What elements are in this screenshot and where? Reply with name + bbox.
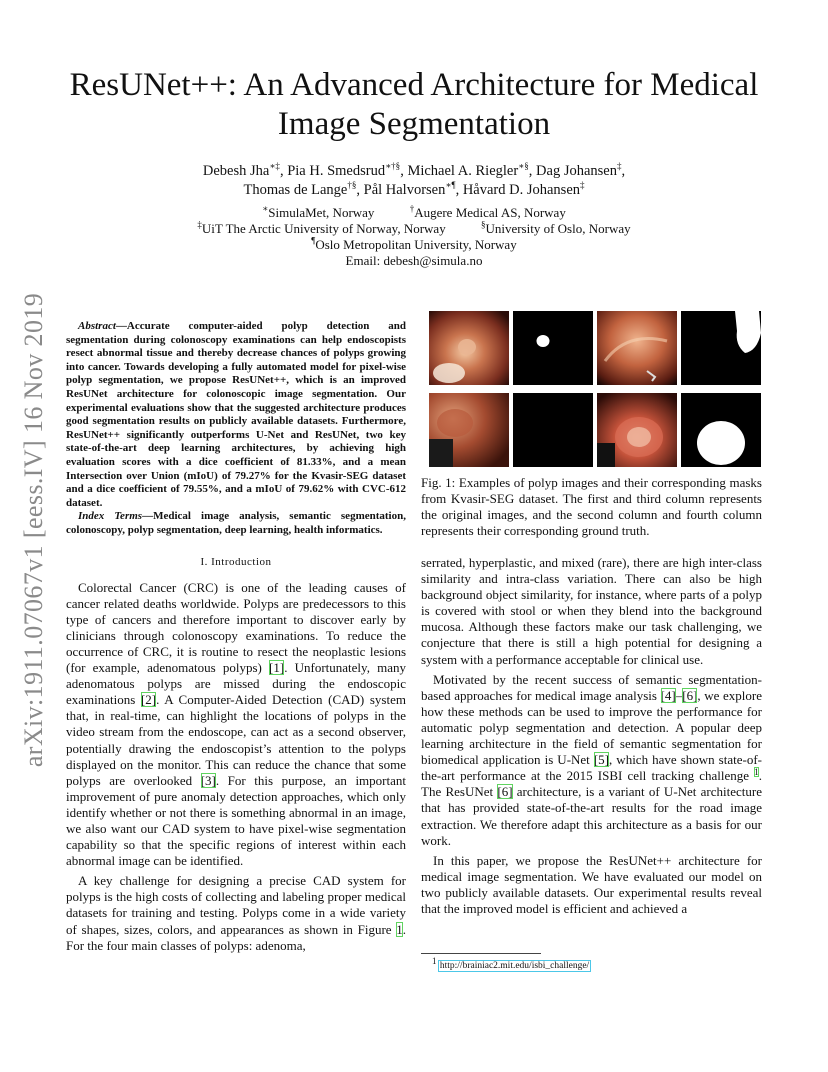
author-separator: ,	[528, 163, 537, 179]
author-name: Dag Johansen	[536, 163, 617, 179]
author-affil-mark: ‡	[617, 161, 622, 172]
author-affil-mark: ∗¶	[445, 180, 456, 191]
author-line-2	[90, 181, 738, 200]
ground-truth-mask-1	[513, 311, 593, 385]
affiliation-list	[90, 205, 738, 269]
citation-link[interactable]: [2]	[140, 692, 157, 708]
abstract	[66, 320, 406, 510]
affiliation-mark: ¶	[311, 235, 316, 246]
author-list	[90, 162, 738, 200]
author-name: Håvard D. Johansen	[462, 182, 581, 198]
affiliation-text: University of Oslo, Norway	[485, 221, 631, 236]
footnote-url-link[interactable]: http://brainiac2.mit.edu/isbi_challenge/	[439, 961, 590, 971]
citation-link[interactable]: [6]	[682, 687, 698, 703]
polyp-image-2	[597, 311, 677, 385]
ground-truth-mask-4	[681, 393, 761, 467]
text-run: . For this purpose, an important improvement of pure anomaly detection approaches, which only identify whether or not there is something abnormal in an image, we also want our CAD system to have pixel-wise segmentation capability so that the specific regions of interest within each abnormal image can be identified.	[66, 772, 406, 869]
affiliation-text: UiT The Arctic University of Norway, Norway	[201, 221, 446, 236]
ground-truth-mask-3	[513, 393, 593, 467]
citation-link[interactable]: [4]	[660, 687, 676, 703]
citation-link[interactable]: [6]	[497, 784, 513, 800]
affiliation-text: SimulaMet, Norway	[268, 205, 375, 220]
affiliation-row	[90, 205, 738, 221]
citation-link[interactable]: [1]	[269, 660, 285, 676]
intro-paragraph-3	[421, 672, 762, 849]
author-affil-mark: ‡	[580, 180, 585, 191]
text-run: , which have shown state-of-the-art performance at the 2015 ISBI cell tracking challenge	[421, 752, 762, 784]
affiliation	[262, 205, 374, 220]
author-affil-mark: ∗‡	[269, 161, 280, 172]
index-terms	[66, 510, 406, 537]
affiliation	[410, 205, 566, 220]
text-run: A key challenge for designing a precise CAD system for polyps is the high costs of collecting and labeling proper medical datasets for training and testing. Polyps come in a wide variety of shapes, sizes, colors, and appearances as shown in Figure	[66, 873, 406, 937]
intro-paragraph-4: In this paper, we propose the ResUNet++ architecture for medical image segmentation. We have evaluated our model on two publicly available datasets. Our experimental results reveal that the improved model is efficient and achieved a	[421, 852, 762, 916]
figure-ref-link[interactable]: 1	[396, 921, 403, 937]
text-run: , we explore how these methods can be used to improve the performance for automatic polyp segmentation and detection. A popular deep learning architecture in the field of semantic segmentation for biomedical application is U-Net	[421, 687, 762, 768]
abstract-label: Abstract	[78, 320, 116, 332]
affiliation	[311, 237, 516, 252]
intro-paragraph-2	[66, 873, 406, 953]
section-heading-introduction: I. Introduction	[200, 555, 272, 568]
intro-paragraph-1	[66, 580, 406, 870]
polyp-image-3	[429, 393, 509, 467]
text-run: . A Computer-Aided Detection (CAD) system that, in real-time, can highlight the locations of polyps in the video stream from the endoscope, can act as a second observer, potentially drawing the endoscopist’s attention to the polyps displayed on the monitor. This can reduce the chance that some polyps are overlooked	[66, 692, 406, 788]
author-separator: ,	[356, 182, 364, 198]
intro-paragraph-2-continued: serrated, hyperplastic, and mixed (rare), there are high inter-class similarity and intra-class variation. There can also be high background object similarity, for instance, where parts of a polyp is covered with stool or when they blend into the background mucosa. Although these factors make our task challenging, we conjecture that there is still a high potential for designing a system with a performance acceptable for clinical use.	[421, 555, 762, 667]
footnote-mark: 1	[432, 955, 437, 966]
affiliation	[197, 221, 445, 236]
polyp-image-4	[597, 393, 677, 467]
affiliation-mark: ‡	[197, 219, 202, 230]
author-name: Pål Halvorsen	[363, 182, 446, 198]
affiliation-text: Oslo Metropolitan University, Norway	[315, 237, 517, 252]
affiliation-text: Augere Medical AS, Norway	[414, 205, 566, 220]
citation-link[interactable]: [3]	[200, 772, 216, 788]
author-separator: ,	[279, 163, 288, 179]
text-run: . For the four main classes of polyps: adenoma,	[66, 921, 406, 953]
ground-truth-mask-2	[681, 311, 761, 385]
affiliation-mark: ∗	[262, 203, 269, 214]
text-run: Motivated by the recent success of semantic segmentation-based approaches for medical image analysis	[421, 671, 762, 703]
polyp-image-1	[429, 311, 509, 385]
footnote-divider	[421, 953, 541, 954]
contact-email: Email: debesh@simula.no	[345, 253, 483, 268]
author-affil-mark: ∗§	[518, 161, 529, 172]
figure-1-caption: Fig. 1: Examples of polyp images and their corresponding masks from Kvasir-SEG dataset. The first and third column represents the original images, and the second column and fourth column represents their corresponding ground truth.	[421, 475, 762, 539]
author-separator: ,	[455, 182, 463, 198]
footnote-ref-link[interactable]: 1	[754, 766, 759, 777]
text-run: –	[675, 687, 683, 703]
author-line-1	[90, 162, 738, 181]
left-column	[66, 320, 406, 958]
arxiv-id-text: arXiv:1911.07067v1 [eess.IV] 16 Nov 2019	[19, 292, 48, 768]
author-name: Michael A. Riegler	[407, 163, 519, 179]
right-column	[421, 555, 762, 921]
author-affil-mark: ∗†§	[385, 161, 401, 172]
affiliation-row	[90, 237, 738, 253]
abstract-text: —Accurate computer-aided polyp detection and segmentation during colonoscopy examinations can help endoscopists resect abnormal tissue and thereby decrease chances of polyps growing into cancer. Towards developing a fully automated model for pixel-wise polyp segmentation, we propose ResUNet++, which is an improved ResUNet architecture for colonoscopic image segmentation. Our experimental evaluations show that the suggested architecture produces good segmentation results on publicly available datasets. Furthermore, ResUNet++ significantly outperforms U-Net and ResUNet, two key state-of-the-art deep learning architectures, by achieving high evaluation scores with a dice coefficient of 81.33%, and a mean Intersection over Union (mIoU) of 79.27% for the Kvasir-SEG dataset and a dice coefficient of 79.55%, and a mIoU of 79.62% with CVC-612 dataset.	[66, 320, 406, 509]
affiliation-mark: †	[409, 203, 415, 214]
text-run: . The ResUNet	[421, 768, 762, 800]
text-run: architecture, is a variant of U-Net architecture that has provided state-of-the-art results for the road image extraction. We therefore adapt this architecture as a basis for our work.	[421, 784, 762, 848]
text-run: . Unfortunately, many adenomatous polyps are missed during the endoscopic examinations	[66, 660, 406, 708]
index-terms-label: Index Terms	[78, 510, 143, 523]
author-name: Pia H. Smedsrud	[287, 163, 386, 179]
affiliation-row	[90, 221, 738, 237]
index-terms-text: —Medical image analysis, semantic segmentation, colonoscopy, polyp segmentation, deep learning, health informatics.	[66, 510, 406, 536]
paper-title: ResUNet++: An Advanced Architecture for Medical Image Segmentation	[69, 67, 759, 142]
author-affil-mark: †§	[347, 180, 357, 191]
figure-1-image-grid	[429, 311, 763, 467]
author-separator: ,	[400, 163, 408, 179]
text-run: Colorectal Cancer (CRC) is one of the leading causes of cancer related deaths worldwide. Polyps are predecessors to this type of cancers and therefore important to discover early by clinicians through colonoscopy examinations. To reduce the occurrence of CRC, it is routine to resect the neoplastic lesions (for example, adenomatous polyps)	[66, 579, 406, 676]
footnote	[432, 955, 590, 972]
arxiv-identifier	[14, 285, 54, 775]
author-name: Thomas de Lange	[243, 182, 348, 198]
citation-link[interactable]: [5]	[593, 752, 610, 768]
affiliation	[481, 221, 631, 236]
author-separator: ,	[621, 163, 626, 179]
affiliation-mark: §	[480, 219, 486, 230]
author-name: Debesh Jha	[202, 163, 270, 179]
